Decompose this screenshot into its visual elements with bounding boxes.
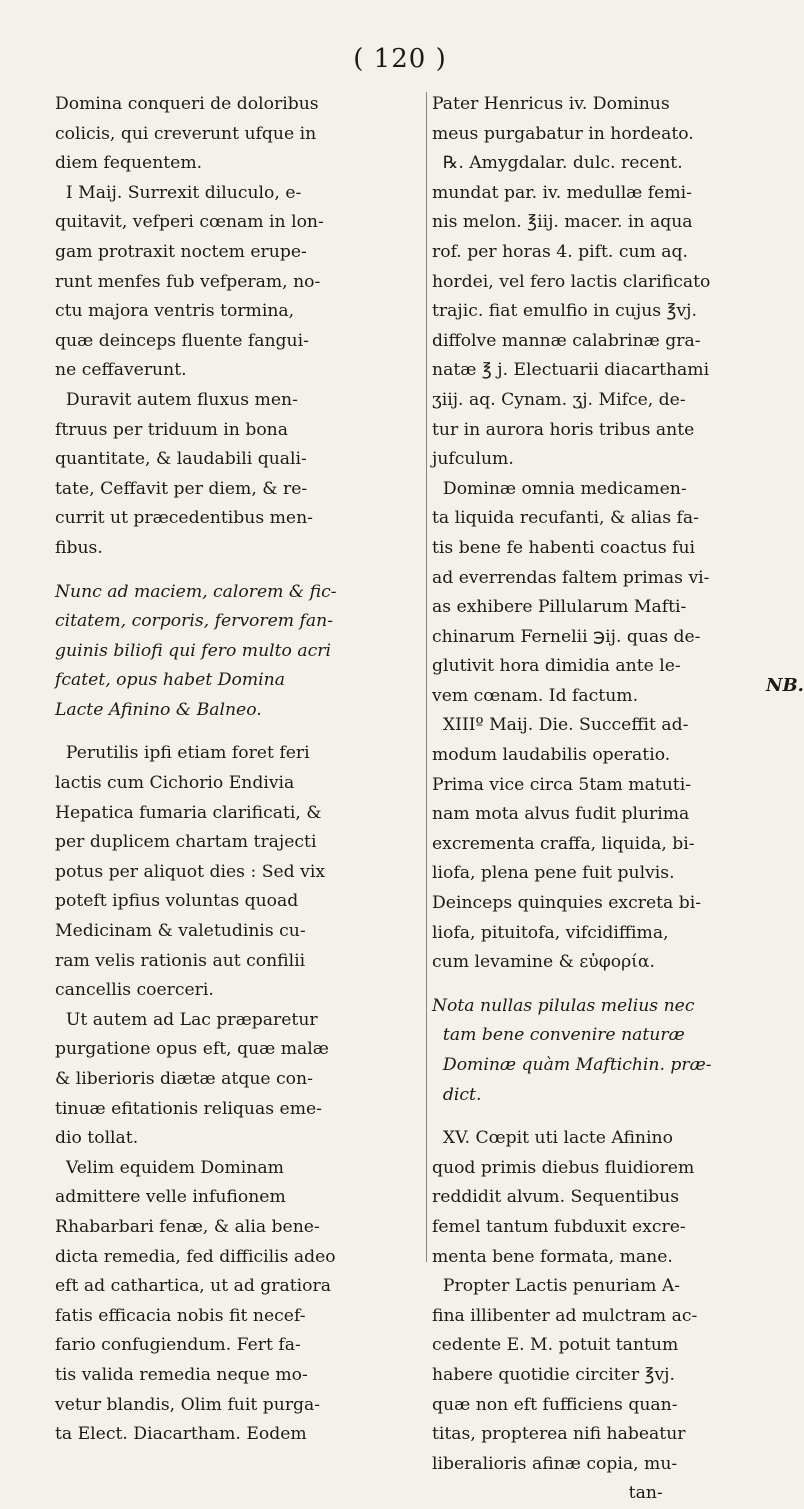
text-line: Prima vice circa 5tam matuti- (432, 774, 692, 795)
text-line: fina illibenter ad mulctram ac- (432, 1305, 698, 1326)
text-line: Domina conqueri de doloribus (55, 94, 319, 114)
text-line: Nunc ad maciem, calorem & fic- (55, 581, 337, 602)
text-line: poteft ipfius voluntas quoad (55, 891, 299, 912)
text-line: purgatione opus eft, quæ malæ (55, 1039, 329, 1060)
text-line: tis bene fe habenti coactus fui (432, 537, 696, 558)
text-line (55, 564, 420, 578)
text-line: fatis efficacia nobis fit necef- (55, 1305, 306, 1326)
text-line: ftruus per triduum in bona (55, 419, 288, 440)
text-line: mundat par. iv. medullæ femi- (432, 182, 692, 203)
text-line: chinarum Fernelii ℈ij. quas de- (432, 626, 701, 647)
text-line: eft ad cathartica, ut ad gratiora (55, 1276, 331, 1297)
text-line: tate, Ceffavit per diem, & re- (55, 478, 308, 499)
text-line: XIIIº Maij. Die. Succeffit ad- (432, 715, 689, 736)
text-line: Perutilis ipfi etiam foret feri (55, 743, 310, 764)
text-line: quitavit, vefperi cœnam in lon- (55, 212, 324, 233)
text-line: menta bene formata, mane. (432, 1246, 673, 1267)
text-line: femel tantum fubduxit excre- (432, 1216, 686, 1237)
page-number: ( 120 ) (353, 44, 447, 74)
text-line: Dominæ omnia medicamen- (432, 478, 687, 499)
text-line: citatem, corporis, fervorem fan- (55, 611, 334, 632)
margin-note: NB. (766, 675, 804, 696)
text-line: dict. (432, 1084, 482, 1105)
text-line: ad everrendas faltem primas vi- (432, 567, 710, 588)
text-line: liofa, pituitofa, vifcidiffima, (432, 922, 669, 943)
text-line (432, 978, 762, 992)
text-line: nis melon. ℥iij. macer. in aqua (432, 212, 693, 233)
text-line: ta liquida recufanti, & alias fa- (432, 508, 699, 529)
text-line: ℞. Amygdalar. dulc. recent. (432, 153, 683, 174)
text-line: Propter Lactis penuriam A- (432, 1276, 681, 1297)
text-line: hordei, vel fero lactis clarificato (432, 271, 711, 292)
text-line: quæ non eft fufficiens quan- (432, 1394, 678, 1415)
text-line: potus per aliquot dies : Sed vix (55, 861, 326, 882)
text-line: ram velis rationis aut confilii (55, 950, 306, 971)
text-line: natæ ℥ j. Electuarii diacarthami (432, 360, 710, 381)
text-line: diem fequentem. (55, 153, 203, 174)
text-line: per duplicem chartam trajecti (55, 832, 317, 853)
text-line (55, 725, 420, 739)
text-line: meus purgabatur in hordeato. (432, 123, 694, 144)
text-line: colicis, qui creverunt ufque in (55, 123, 317, 144)
text-line: Deinceps quinquies excreta bi- (432, 893, 702, 914)
text-line: cedente E. M. potuit tantum (432, 1335, 679, 1356)
text-line: vetur blandis, Olim fuit purga- (55, 1394, 321, 1415)
text-line: & liberioris diætæ atque con- (55, 1069, 313, 1089)
text-line: currit ut præcedentibus men- (55, 508, 313, 529)
text-line: cum levamine & εὐφορία. (432, 952, 655, 973)
text-line: gam protraxit noctem erupe- (55, 241, 307, 262)
text-line: ʒiij. aq. Cynam. ʒj. Mifce, de- (432, 389, 686, 410)
text-line: Pater Henricus iv. Dominus (432, 94, 670, 114)
text-line: cancellis coerceri. (55, 980, 214, 1001)
text-line: vem cœnam. Id factum. (432, 685, 639, 706)
text-line: titas, propterea nifi habeatur (432, 1424, 686, 1445)
right-text-column (432, 90, 762, 1509)
text-line: Lacte Afinino & Balneo. (55, 699, 262, 720)
text-line: liofa, plena pene fuit pulvis. (432, 863, 675, 884)
text-line: Duravit autem fluxus men- (55, 389, 298, 410)
text-line: I Maij. Surrexit diluculo, e- (55, 182, 302, 203)
text-line: runt menfes fub vefperam, no- (55, 271, 321, 292)
text-line: Ut autem ad Lac præparetur (55, 1009, 318, 1030)
text-line: jufculum. (432, 449, 514, 470)
text-line: tur in aurora horis tribus ante (432, 419, 695, 440)
text-line: quæ deinceps fluente fangui- (55, 330, 309, 351)
text-line: fario confugiendum. Fert fa- (55, 1335, 301, 1356)
text-line: rof. per horas 4. pift. cum aq. (432, 241, 688, 262)
text-line: ta Elect. Diacartham. Eodem (55, 1424, 307, 1445)
text-line: Medicinam & valetudinis cu- (55, 921, 306, 942)
text-line: tam bene convenire naturæ (432, 1025, 685, 1046)
text-line: dio tollat. (55, 1128, 139, 1149)
text-line: guinis biliofi qui fero multo acri (55, 640, 331, 661)
text-line: reddidit alvum. Sequentibus (432, 1187, 680, 1208)
text-line: as exhibere Pillularum Mafti- (432, 597, 687, 618)
text-line: quod primis diebus fluidiorem (432, 1157, 695, 1178)
text-line: Rhabarbari fenæ, & alia bene- (55, 1216, 320, 1237)
text-line: tinuæ efitationis reliquas eme- (55, 1098, 322, 1119)
left-text-column (55, 90, 420, 1450)
text-line: modum laudabilis operatio. (432, 745, 671, 766)
text-line: ctu majora ventris tormina, (55, 301, 295, 322)
text-line: trajic. fiat emulfio in cujus ℥vj. (432, 301, 697, 322)
text-line: tan- (432, 1483, 663, 1504)
text-line: lactis cum Cichorio Endivia (55, 773, 295, 794)
text-line: Nota nullas pilulas melius nec (432, 995, 695, 1016)
text-line: quantitate, & laudabili quali- (55, 449, 307, 470)
text-line: nam mota alvus fudit plurima (432, 804, 690, 825)
text-line: XV. Cœpit uti lacte Afinino (432, 1128, 673, 1149)
text-line: fibus. (55, 537, 103, 558)
text-line: admittere velle infufionem (55, 1187, 286, 1208)
text-line: dicta remedia, fed difficilis adeo (55, 1246, 336, 1267)
text-line: Hepatica fumaria clarificati, & (55, 802, 322, 823)
column-divider (426, 92, 427, 1262)
text-line: liberalioris afinæ copia, mu- (432, 1453, 678, 1474)
text-line: Velim equidem Dominam (55, 1157, 284, 1178)
text-line: excrementa craffa, liquida, bi- (432, 833, 695, 854)
text-line: habere quotidie circiter ℥vj. (432, 1364, 675, 1385)
text-line: Dominæ quàm Maftichin. præ- (432, 1055, 712, 1075)
text-line: fcatet, opus habet Domina (55, 670, 285, 691)
text-line: glutivit hora dimidia ante le- (432, 656, 681, 677)
text-line: diffolve mannæ calabrinæ gra- (432, 330, 701, 351)
text-line (432, 1110, 762, 1124)
text-line: ne ceffaverunt. (55, 360, 187, 381)
text-line: tis valida remedia neque mo- (55, 1364, 308, 1385)
